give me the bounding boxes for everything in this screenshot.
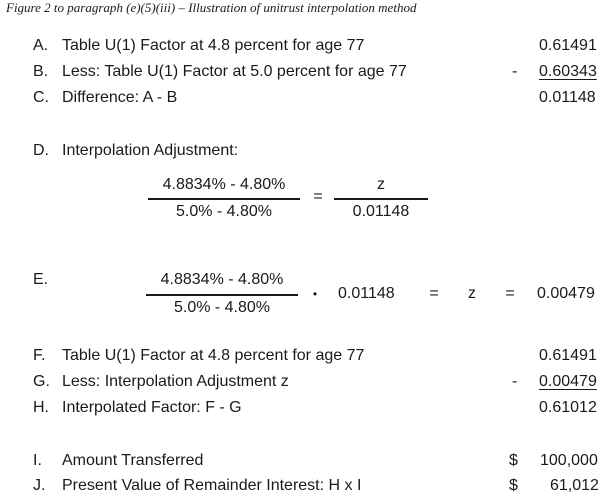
row-g-label: G. bbox=[33, 373, 50, 390]
figure-caption: Figure 2 to paragraph (e)(5)(iii) – Illustration of unitrust interpolation method bbox=[6, 0, 417, 15]
row-c-label: C. bbox=[33, 89, 49, 106]
d-equals: = bbox=[313, 188, 323, 205]
row-f-text: Table U(1) Factor at 4.8 percent for age 77 bbox=[62, 347, 365, 364]
row-c-value: 0.01148 bbox=[539, 89, 596, 106]
row-g-minus-sign: - bbox=[512, 373, 518, 390]
row-j-text: Present Value of Remainder Interest: H x I bbox=[62, 477, 362, 494]
row-e-label: E. bbox=[33, 271, 49, 288]
d-fraction2-numerator: z bbox=[377, 176, 385, 193]
row-j-value: 61,012 bbox=[550, 477, 599, 494]
e-result: 0.00479 bbox=[537, 285, 595, 302]
row-b-text: Less: Table U(1) Factor at 5.0 percent for age 77 bbox=[62, 63, 407, 80]
e-z: z bbox=[468, 285, 476, 302]
row-c-text: Difference: A - B bbox=[62, 89, 178, 106]
row-j-label: J. bbox=[33, 477, 46, 494]
row-b-value: 0.60343 bbox=[539, 63, 597, 80]
row-b-label: B. bbox=[33, 63, 49, 80]
row-j-currency: $ bbox=[509, 477, 518, 494]
row-i-currency: $ bbox=[509, 452, 518, 469]
e-factor: 0.01148 bbox=[338, 285, 395, 302]
e-fraction-bar bbox=[146, 294, 298, 296]
row-i-label: I. bbox=[33, 452, 42, 469]
d-fraction2-bar bbox=[334, 198, 428, 200]
row-g-text: Less: Interpolation Adjustment z bbox=[62, 373, 289, 390]
row-i-text: Amount Transferred bbox=[62, 452, 204, 469]
d-fraction1-numerator: 4.8834% - 4.80% bbox=[162, 176, 286, 193]
row-d-label: D. bbox=[33, 142, 49, 159]
row-a-text: Table U(1) Factor at 4.8 percent for age 77 bbox=[62, 37, 365, 54]
e-equals-1: = bbox=[429, 285, 439, 302]
row-i-value: 100,000 bbox=[540, 452, 598, 469]
row-a-label: A. bbox=[33, 37, 49, 54]
d-fraction1-denominator: 5.0% - 4.80% bbox=[175, 203, 273, 220]
e-equals-2: = bbox=[505, 285, 515, 302]
d-fraction2-denominator: 0.01148 bbox=[352, 203, 410, 220]
row-h-value: 0.61012 bbox=[539, 399, 597, 416]
row-g-value: 0.00479 bbox=[539, 373, 597, 390]
row-b-minus-sign: - bbox=[512, 63, 518, 80]
row-f-label: F. bbox=[33, 347, 46, 364]
e-multiply-dot: • bbox=[312, 287, 318, 301]
e-fraction-numerator: 4.8834% - 4.80% bbox=[160, 271, 284, 288]
row-h-label: H. bbox=[33, 399, 49, 416]
row-f-value: 0.61491 bbox=[539, 347, 597, 364]
d-fraction1-bar bbox=[148, 198, 300, 200]
row-h-text: Interpolated Factor: F - G bbox=[62, 399, 242, 416]
e-fraction-denominator: 5.0% - 4.80% bbox=[173, 299, 271, 316]
row-d-text: Interpolation Adjustment: bbox=[62, 142, 239, 159]
row-a-value: 0.61491 bbox=[539, 37, 597, 54]
